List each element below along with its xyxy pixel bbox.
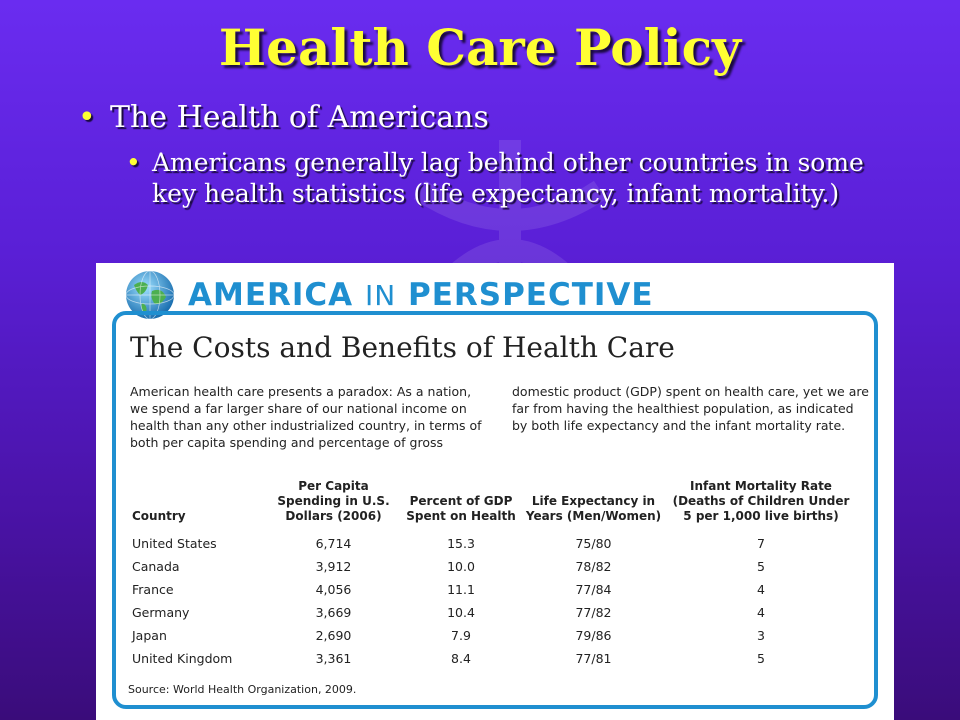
cell-life-expectancy: 77/84	[575, 582, 612, 597]
cell-infant-mortality: 3	[757, 628, 765, 643]
table-row	[126, 647, 856, 670]
banner-in: IN	[364, 279, 397, 312]
cell-life-expectancy: 79/86	[575, 628, 612, 643]
panel-title: The Costs and Benefits of Health Care	[130, 331, 675, 364]
intro-paragraph-right: domestic product (GDP) spent on health care, yet we are far from having the healthiest population, as indicated by both life expectancy and the infant mortality rate.	[512, 384, 869, 433]
cell-per-capita-spending: 4,056	[315, 582, 352, 597]
bullet-level-1	[80, 100, 900, 135]
cell-infant-mortality: 5	[757, 559, 765, 574]
bullet-2-text: Americans generally lag behind other countries in some key health statistics (life expectancy, infant mortality.)	[152, 148, 864, 208]
cell-infant-mortality: 4	[757, 582, 765, 597]
table-row	[126, 601, 856, 624]
header-per-capita-spending: Per Capita Spending in U.S. Dollars (2006)	[277, 479, 390, 523]
cell-percent-gdp: 10.0	[447, 559, 475, 574]
cell-percent-gdp: 7.9	[451, 628, 471, 643]
banner-perspective: PERSPECTIVE	[407, 277, 654, 313]
cell-per-capita-spending: 3,361	[315, 651, 352, 666]
bullet-dot-icon: •	[126, 148, 141, 177]
slide-title: Health Care Policy	[218, 18, 742, 77]
table-row	[126, 555, 856, 578]
cell-life-expectancy: 77/81	[575, 651, 612, 666]
cell-per-capita-spending: 3,669	[315, 605, 352, 620]
cell-country: Canada	[132, 559, 180, 574]
cell-percent-gdp: 8.4	[451, 651, 471, 666]
america-in-perspective-banner	[188, 277, 654, 313]
cell-percent-gdp: 10.4	[447, 605, 475, 620]
source-note: Source: World Health Organization, 2009.	[128, 683, 357, 696]
cell-life-expectancy: 77/82	[575, 605, 612, 620]
cell-life-expectancy: 75/80	[575, 536, 612, 551]
header-country: Country	[132, 509, 186, 523]
table-row	[126, 624, 856, 647]
cell-per-capita-spending: 6,714	[315, 536, 352, 551]
intro-paragraph-left: American health care presents a paradox: As a nation, we spend a far larger share of our national income on health than any other industrialized country, in terms of both per capita spending and percentage of gross	[130, 384, 482, 450]
table-row	[126, 578, 856, 601]
header-infant-mortality: Infant Mortality Rate (Deaths of Children Under 5 per 1,000 live births)	[672, 479, 850, 523]
bullet-dot-icon: •	[78, 100, 96, 135]
cell-infant-mortality: 5	[757, 651, 765, 666]
header-life-expectancy: Life Expectancy in Years (Men/Women)	[525, 494, 662, 523]
cell-percent-gdp: 15.3	[447, 536, 475, 551]
health-statistics-table	[126, 475, 856, 670]
bullet-level-2	[128, 148, 888, 209]
cell-infant-mortality: 4	[757, 605, 765, 620]
textbook-excerpt-panel	[96, 263, 894, 720]
cell-country: United States	[132, 536, 217, 551]
table-row	[126, 532, 856, 555]
cell-country: Japan	[132, 628, 167, 643]
table-header-row	[126, 475, 856, 532]
cell-country: France	[132, 582, 174, 597]
cell-country: United Kingdom	[132, 651, 233, 666]
cell-infant-mortality: 7	[757, 536, 765, 551]
header-percent-gdp: Percent of GDP Spent on Health	[406, 494, 516, 523]
bullet-1-text: The Health of Americans	[110, 100, 489, 135]
cell-per-capita-spending: 2,690	[315, 628, 352, 643]
cell-percent-gdp: 11.1	[447, 582, 475, 597]
cell-per-capita-spending: 3,912	[315, 559, 352, 574]
cell-life-expectancy: 78/82	[575, 559, 612, 574]
cell-country: Germany	[132, 605, 190, 620]
banner-america: AMERICA	[188, 277, 354, 313]
